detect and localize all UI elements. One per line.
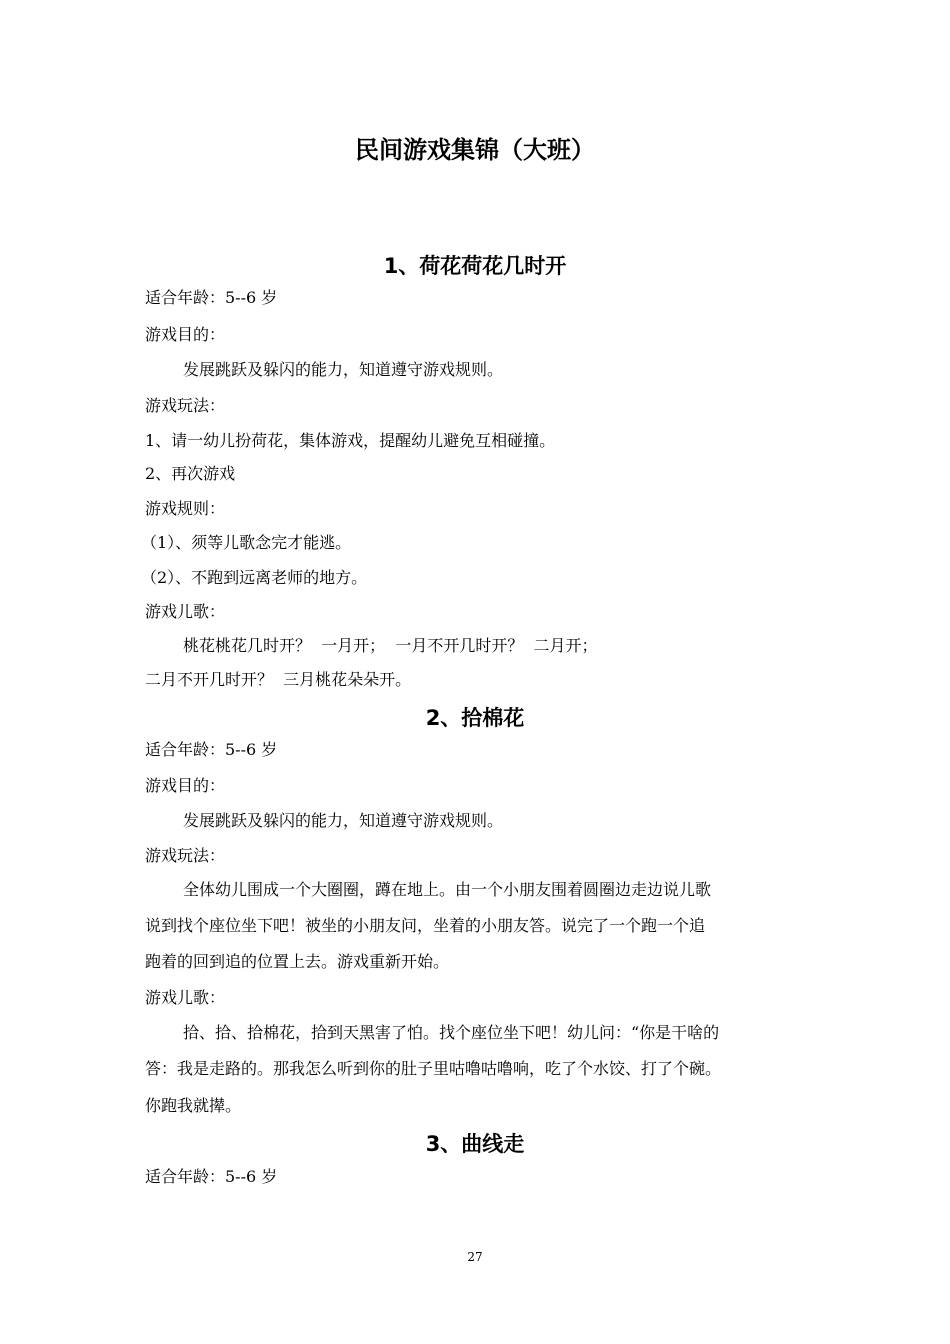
age-line: 适合年龄：5--6 岁 <box>145 288 278 307</box>
purpose-text: 发展跳跃及躲闪的能力，知道遵守游戏规则。 <box>183 811 504 830</box>
rule-line: （1）、须等儿歌念完才能逃。 <box>141 533 352 552</box>
play-line: 跑着的回到追的位置上去。游戏重新开始。 <box>145 952 450 971</box>
song-label: 游戏儿歌： <box>145 988 226 1007</box>
song-line: 拾、拾、拾棉花，拾到天黑害了怕。找个座位坐下吧！幼儿问：“你是干啥的 <box>183 1023 720 1042</box>
song-label: 游戏儿歌： <box>145 602 226 621</box>
section-heading: 1、荷花荷花几时开 <box>383 254 567 278</box>
rules-label: 游戏规则： <box>145 499 226 518</box>
play-label: 游戏玩法： <box>145 396 226 415</box>
page-number: 27 <box>467 1250 483 1264</box>
play-line: 1、请一幼儿扮荷花，集体游戏，提醒幼儿避免互相碰撞。 <box>145 431 556 450</box>
age-line: 适合年龄：5--6 岁 <box>145 1167 278 1186</box>
song-line: 二月不开几时开？ 三月桃花朵朵开。 <box>145 670 412 689</box>
play-line: 全体幼儿围成一个大圈圈，蹲在地上。由一个小朋友围着圆圈边走边说儿歌 <box>183 880 712 899</box>
song-line: 答：我是走路的。那我怎么听到你的肚子里咕噜咕噜响，吃了个水饺、打了个碗。 <box>145 1059 722 1078</box>
purpose-label: 游戏目的： <box>145 776 226 795</box>
play-line: 2、再次游戏 <box>145 464 236 483</box>
age-line: 适合年龄：5--6 岁 <box>145 740 278 759</box>
section-heading: 3、曲线走 <box>425 1132 525 1156</box>
play-label: 游戏玩法： <box>145 846 226 865</box>
play-line: 说到找个座位坐下吧！被坐的小朋友问，坐着的小朋友答。说完了一个跑一个追 <box>145 916 706 935</box>
song-line: 你跑我就撵。 <box>145 1096 242 1115</box>
rule-line: （2）、不跑到远离老师的地方。 <box>141 568 368 587</box>
section-heading: 2、拾棉花 <box>425 706 525 730</box>
page-title: 民间游戏集锦（大班） <box>355 136 595 164</box>
purpose-label: 游戏目的： <box>145 325 226 344</box>
song-line: 桃花桃花几时开？ 一月开； 一月不开几时开？ 二月开； <box>183 636 598 655</box>
purpose-text: 发展跳跃及躲闪的能力，知道遵守游戏规则。 <box>183 360 504 379</box>
